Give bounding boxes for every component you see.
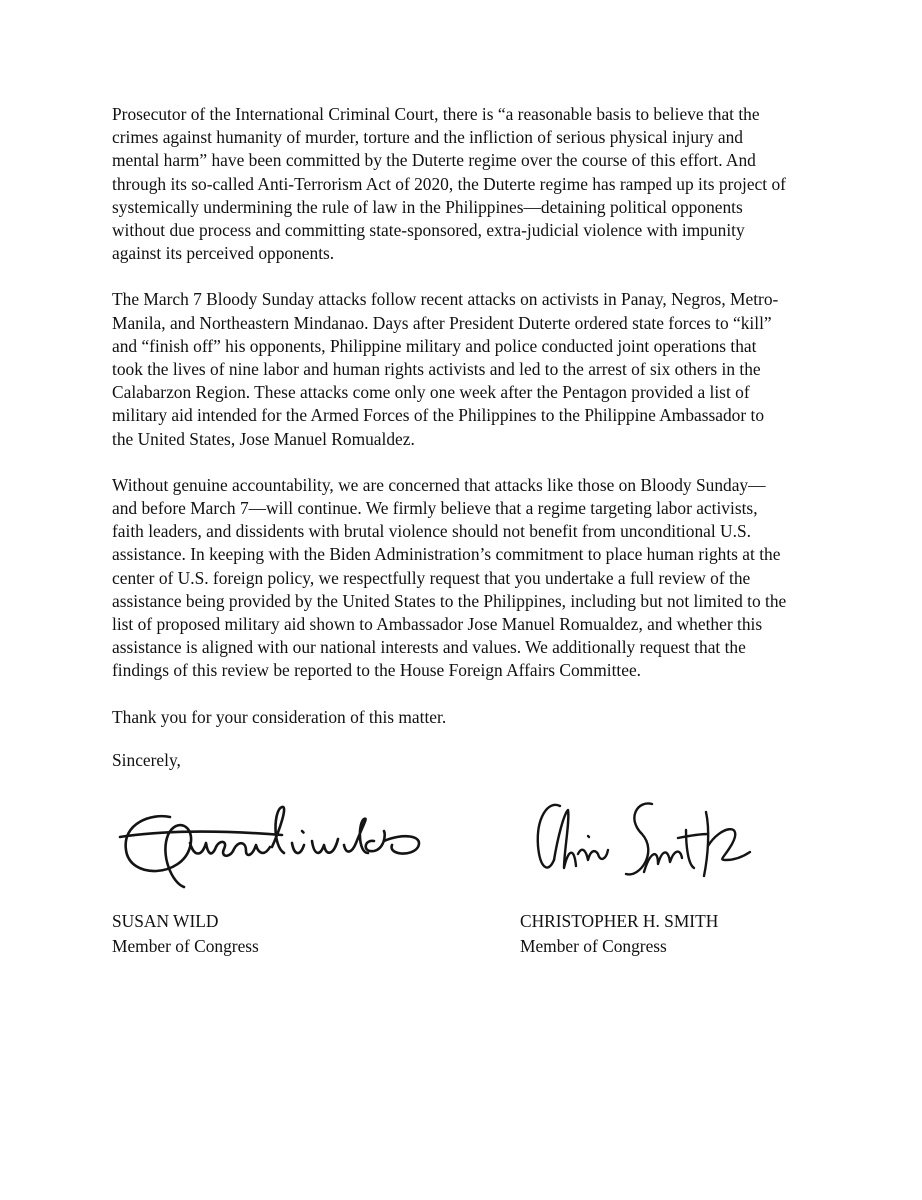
paragraph-icc: Prosecutor of the International Criminal Court, there is “a reasonable basis to believe that the crimes against humanity of murder, torture and the infliction of serious physical injury and mental harm” have been committed by the Duterte regime over the course of this effort. And through its so-called Anti-Terrorism Act of 2020, the Duterte regime has ramped up its project of systemically undermining the rule of law in the Philippines—detaining political opponents without due process and committing state-sponsored, extra-judicial violence with impunity against its perceived opponents. xyxy=(112,104,786,264)
letter-body xyxy=(112,103,824,795)
closing-line: Sincerely, xyxy=(112,749,181,770)
signatory-title-left: Member of Congress xyxy=(112,936,259,956)
signatory-title-right: Member of Congress xyxy=(520,936,667,956)
thanks-line: Thank you for your consideration of this matter. xyxy=(112,706,447,727)
paragraph-bloody-sunday: The March 7 Bloody Sunday attacks follow recent attacks on activists in Panay, Negros, Metro- Manila, and Northeastern Mindanao. Days after President Duterte ordered state forces to “kill” and “finish off” his opponents, Philippine military and police conducted joint operations that took the lives of nine labor and human rights activists and led to the arrest of six others in the Calabarzon Region. These attacks come only one week after the Pentagon provided a list of military aid intended for the Armed Forces of the Philippines to the Philippine Ambassador to the United States, Jose Manuel Romualdez. xyxy=(112,289,779,449)
signature-susan-wild xyxy=(112,795,432,895)
signatory-name-left: SUSAN WILD xyxy=(112,911,219,931)
signature-christopher-smith xyxy=(518,790,758,900)
paragraph-request: Without genuine accountability, we are concerned that attacks like those on Bloody Sunday— and before March 7—will continue. We firmly believe that a regime targeting labor activists, faith leaders, and dissidents with brutal violence should not benefit from unconditional U.S. assistance. In keeping with the Biden Administration’s commitment to place human rights at the center of U.S. foreign policy, we respectfully request that you undertake a full review of the assistance being provided by the United States to the Philippines, including but not limited to the list of proposed military aid shown to Ambassador Jose Manuel Romualdez, and whether this assistance is aligned with our national interests and values. We additionally request that the findings of this review be reported to the House Foreign Affairs Committee. xyxy=(112,474,787,681)
signatory-name-right: CHRISTOPHER H. SMITH xyxy=(520,911,719,931)
